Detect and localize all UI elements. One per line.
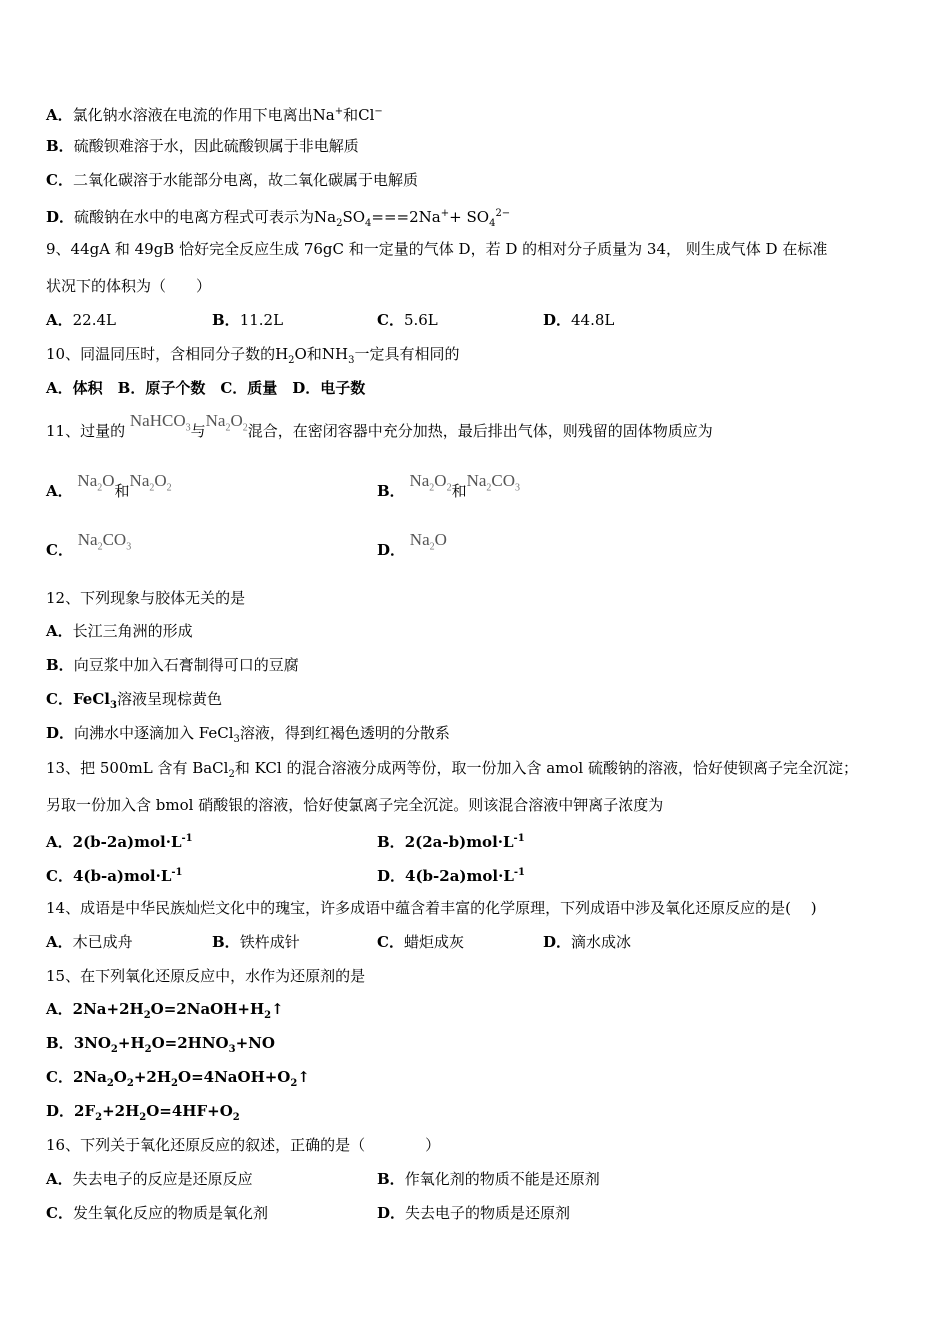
option-letter: C．	[46, 1068, 73, 1086]
option-text: O=4NaOH+O	[178, 1068, 291, 1086]
formula-text: CO	[102, 530, 127, 549]
stem-text: 与	[190, 422, 206, 440]
option-text: +H	[117, 1034, 145, 1052]
option-letter: A．	[46, 1000, 73, 1018]
option-text: 二氧化碳溶于水能部分电离，故二氧化碳属于电解质	[72, 171, 418, 189]
q15-option-c	[46, 1067, 310, 1094]
q8-option-b	[46, 136, 359, 156]
q10-options: A．体积 B．原子个数 C．质量 D．电子数	[46, 379, 366, 397]
sup: -1	[171, 867, 183, 878]
sub: 3	[185, 422, 191, 434]
q14-option-d	[543, 932, 631, 952]
option-text: +NO	[235, 1034, 275, 1052]
option-text: ===2Na	[371, 208, 441, 226]
option-text: 作氧化剂的物质不能是还原剂	[404, 1170, 600, 1188]
q16-option-c	[46, 1203, 268, 1223]
q10-stem	[46, 344, 459, 371]
sup: +	[334, 106, 344, 117]
q11-option-c	[46, 530, 132, 570]
q16-option-a	[46, 1169, 253, 1189]
q9-option-b	[212, 310, 283, 330]
q12-option-b	[46, 655, 299, 675]
formula-text: CO	[491, 471, 516, 490]
option-letter: B．	[377, 482, 405, 500]
sub: 2	[171, 1078, 178, 1089]
q9-stem-line2: 状况下的体积为（ ）	[46, 277, 212, 295]
option-letter: A．	[46, 933, 73, 951]
sub: 2	[97, 482, 103, 494]
option-text: 22.4L	[72, 311, 116, 329]
option-letter: A．	[46, 482, 73, 500]
option-text: 2Na	[72, 1068, 107, 1086]
option-text: 11.2L	[239, 311, 284, 329]
q11-stem	[46, 411, 713, 453]
q15-option-b	[46, 1033, 275, 1060]
option-text: O=2NaOH+H	[150, 1000, 265, 1018]
q16-option-b	[377, 1169, 600, 1189]
option-letter: B．	[212, 311, 240, 329]
q15-option-d	[46, 1101, 240, 1128]
stem-text: 和 KCl 的混合溶液分成两等份，取一份加入含 amol 硫酸钠的溶液，恰好使钡离子完全沉淀；	[234, 759, 858, 777]
option-letter: D．	[377, 541, 406, 559]
option-letter: D．	[377, 1204, 406, 1222]
formula-na2co3	[77, 530, 132, 553]
option-text: O=2HNO	[151, 1034, 229, 1052]
and-text: 和	[114, 482, 130, 500]
q16-stem: 16、下列关于氧化还原反应的叙述，正确的是（ ）	[46, 1136, 441, 1154]
q11-option-b	[377, 471, 521, 511]
sub: 2	[95, 1112, 103, 1123]
q14-option-c	[377, 932, 464, 952]
formula-text: O	[230, 411, 243, 430]
option-text: 失去电子的物质是还原剂	[405, 1204, 571, 1222]
option-text: +2H	[133, 1068, 172, 1086]
stem-text: 10、同温同压时，含相同分子数的H	[46, 345, 289, 363]
q9-option-a	[46, 310, 116, 330]
q15-option-a	[46, 999, 284, 1026]
formula-text: Na	[129, 471, 150, 490]
sub: 2	[336, 218, 343, 229]
formula-text: Na	[77, 530, 98, 549]
option-letter: A．	[46, 1170, 73, 1188]
q13-stem-line1	[46, 758, 858, 785]
option-text: O	[113, 1068, 127, 1086]
q11-option-a	[46, 471, 172, 511]
option-text: 2F	[74, 1102, 96, 1120]
sub: 4	[489, 218, 496, 229]
q16-option-d	[377, 1203, 570, 1223]
sub: 3	[109, 700, 117, 711]
formula-na2o2	[205, 411, 248, 434]
option-letter: A．	[46, 106, 73, 124]
option-text: 44.8L	[571, 311, 615, 329]
q13-option-b	[377, 829, 525, 852]
option-letter: D．	[46, 1102, 75, 1120]
sub: 2	[446, 482, 452, 494]
q14-option-b	[212, 932, 300, 952]
option-letter: A．	[46, 622, 73, 640]
q11-option-d	[377, 530, 447, 570]
q12-option-a	[46, 621, 193, 641]
and-text: 和	[451, 482, 467, 500]
option-letter: D．	[543, 311, 572, 329]
formula-na2o	[409, 530, 447, 553]
option-text: 硫酸钠在水中的电离方程式可表示为Na	[74, 208, 337, 226]
option-letter: B．	[212, 933, 240, 951]
option-text: 发生氧化反应的物质是氧化剂	[72, 1204, 268, 1222]
option-text: ↑	[271, 1000, 284, 1018]
option-letter: B．	[46, 137, 74, 155]
option-text: 2(b-2a)mol·L	[72, 833, 182, 851]
q9-option-c	[377, 310, 438, 330]
sub: 2	[126, 1078, 134, 1089]
option-text: 3NO	[73, 1034, 111, 1052]
q14-stem: 14、成语是中华民族灿烂文化中的瑰宝，许多成语中蕴含着丰富的化学原理，下列成语中涉及氧化还原反应的是( )	[46, 899, 817, 917]
sub: 2	[139, 1112, 147, 1123]
stem-text: 13、把 500mL 含有 BaCl	[46, 759, 229, 777]
sub: 4	[365, 218, 372, 229]
q13-option-d	[377, 863, 525, 886]
option-text: 滴水成冰	[571, 933, 632, 951]
sub: 2	[242, 422, 248, 434]
option-text: 木已成舟	[72, 933, 133, 951]
option-text: 向豆浆中加入石膏制得可口的豆腐	[73, 656, 299, 674]
formula-text: NaHCO	[129, 411, 186, 430]
sub: 3	[233, 734, 240, 745]
sup: -1	[181, 833, 193, 844]
formula-text: Na	[77, 471, 98, 490]
sup: 2−	[495, 208, 511, 219]
option-text: 向沸水中逐滴加入 FeCl	[74, 724, 234, 742]
option-letter: D．	[543, 933, 572, 951]
stem-text: O和NH	[294, 345, 349, 363]
q14-option-a	[46, 932, 133, 952]
option-text: ↑	[297, 1068, 310, 1086]
option-text: SO	[342, 208, 366, 226]
formula-text: Na	[409, 471, 430, 490]
sup: +	[440, 208, 450, 219]
option-text: 5.6L	[403, 311, 438, 329]
option-text: 蜡炬成灰	[403, 933, 464, 951]
formula-text: Na	[409, 530, 430, 549]
formula-text: O	[154, 471, 167, 490]
formula-text: O	[434, 471, 447, 490]
option-text: 溶液呈现棕黄色	[116, 690, 222, 708]
option-letter: D．	[46, 208, 75, 226]
sub: 2	[264, 1010, 272, 1021]
option-letter: B．	[377, 1170, 405, 1188]
formula-text: O	[102, 471, 115, 490]
formula-na2o2	[129, 471, 172, 494]
formula-nahco3	[129, 411, 191, 434]
option-letter: D．	[377, 867, 406, 885]
option-letter: C．	[46, 690, 73, 708]
option-letter: C．	[46, 541, 73, 559]
q8-option-a	[46, 102, 383, 125]
q12-stem: 12、下列现象与胶体无关的是	[46, 589, 246, 607]
stem-text: 混合，在密闭容器中充分加热，最后排出气体，则残留的固体物质应为	[247, 422, 713, 440]
sub: 2	[429, 482, 435, 494]
sub: 2	[143, 1010, 151, 1021]
option-text: 和Cl	[343, 106, 375, 124]
q9-option-d	[543, 310, 614, 330]
option-letter: D．	[46, 724, 75, 742]
option-text: 失去电子的反应是还原反应	[72, 1170, 253, 1188]
option-text: 2(2a-b)mol·L	[404, 833, 514, 851]
sub: 2	[290, 1078, 298, 1089]
sup: −	[374, 106, 383, 117]
option-text: 2Na+2H	[72, 1000, 144, 1018]
q13-option-c	[46, 863, 182, 886]
sub: 2	[110, 1044, 118, 1055]
option-text: 氯化钠水溶液在电流的作用下电离出Na	[72, 106, 335, 124]
formula-na2o	[77, 471, 115, 494]
option-text: 4(b-a)mol·L	[72, 867, 172, 885]
sub: 2	[232, 1112, 240, 1123]
sub: 2	[288, 355, 295, 366]
option-letter: C．	[377, 311, 404, 329]
option-text: O=4HF+O	[146, 1102, 233, 1120]
sub: 3	[515, 482, 521, 494]
q9-stem-line1: 9、44gA 和 49gB 恰好完全反应生成 76gC 和一定量的气体 D，若 D 的相对分子质量为 34， 则生成气体 D 在标准	[46, 240, 828, 258]
option-letter: A．	[46, 833, 73, 851]
formula-na2co3	[466, 471, 521, 494]
sup: -1	[513, 867, 525, 878]
option-text: 铁杵成针	[239, 933, 300, 951]
sub: 2	[486, 482, 492, 494]
option-text: 硫酸钡难溶于水，因此硫酸钡属于非电解质	[73, 137, 359, 155]
q13-option-a	[46, 829, 193, 852]
sub: 2	[97, 541, 103, 553]
q12-option-c	[46, 689, 222, 716]
sub: 2	[429, 541, 435, 553]
sub: 3	[348, 355, 355, 366]
sub: 2	[149, 482, 155, 494]
option-letter: C．	[46, 867, 73, 885]
option-letter: B．	[46, 1034, 74, 1052]
sub: 2	[166, 482, 172, 494]
option-text: 4(b-2a)mol·L	[405, 867, 514, 885]
sub: 3	[228, 1044, 236, 1055]
stem-text: 11、过量的	[46, 422, 126, 440]
formula-text: Na	[466, 471, 487, 490]
option-text: +2H	[102, 1102, 140, 1120]
q8-option-d	[46, 204, 510, 234]
option-text: FeCl	[72, 690, 110, 708]
q8-option-c	[46, 170, 418, 190]
option-text: + SO	[449, 208, 490, 226]
sub: 2	[228, 769, 235, 780]
formula-text: O	[434, 530, 447, 549]
option-letter: B．	[46, 656, 74, 674]
option-letter: C．	[46, 1204, 73, 1222]
option-text: 长江三角洲的形成	[72, 622, 193, 640]
option-letter: B．	[377, 833, 405, 851]
stem-text: 一定具有相同的	[354, 345, 460, 363]
sub: 2	[106, 1078, 114, 1089]
q15-stem: 15、在下列氧化还原反应中，水作为还原剂的是	[46, 967, 366, 985]
option-letter: C．	[46, 171, 73, 189]
sub: 2	[225, 422, 231, 434]
q13-stem-line2: 另取一份加入含 bmol 硝酸银的溶液，恰好使氯离子完全沉淀。则该混合溶液中钾离子浓度为	[46, 796, 664, 814]
sub: 3	[126, 541, 132, 553]
option-text: 溶液，得到红褐色透明的分散系	[239, 724, 450, 742]
sup: -1	[513, 833, 525, 844]
option-letter: C．	[377, 933, 404, 951]
formula-text: Na	[205, 411, 226, 430]
formula-na2o2	[409, 471, 452, 494]
sub: 2	[144, 1044, 152, 1055]
q12-option-d	[46, 723, 450, 750]
option-letter: A．	[46, 311, 73, 329]
